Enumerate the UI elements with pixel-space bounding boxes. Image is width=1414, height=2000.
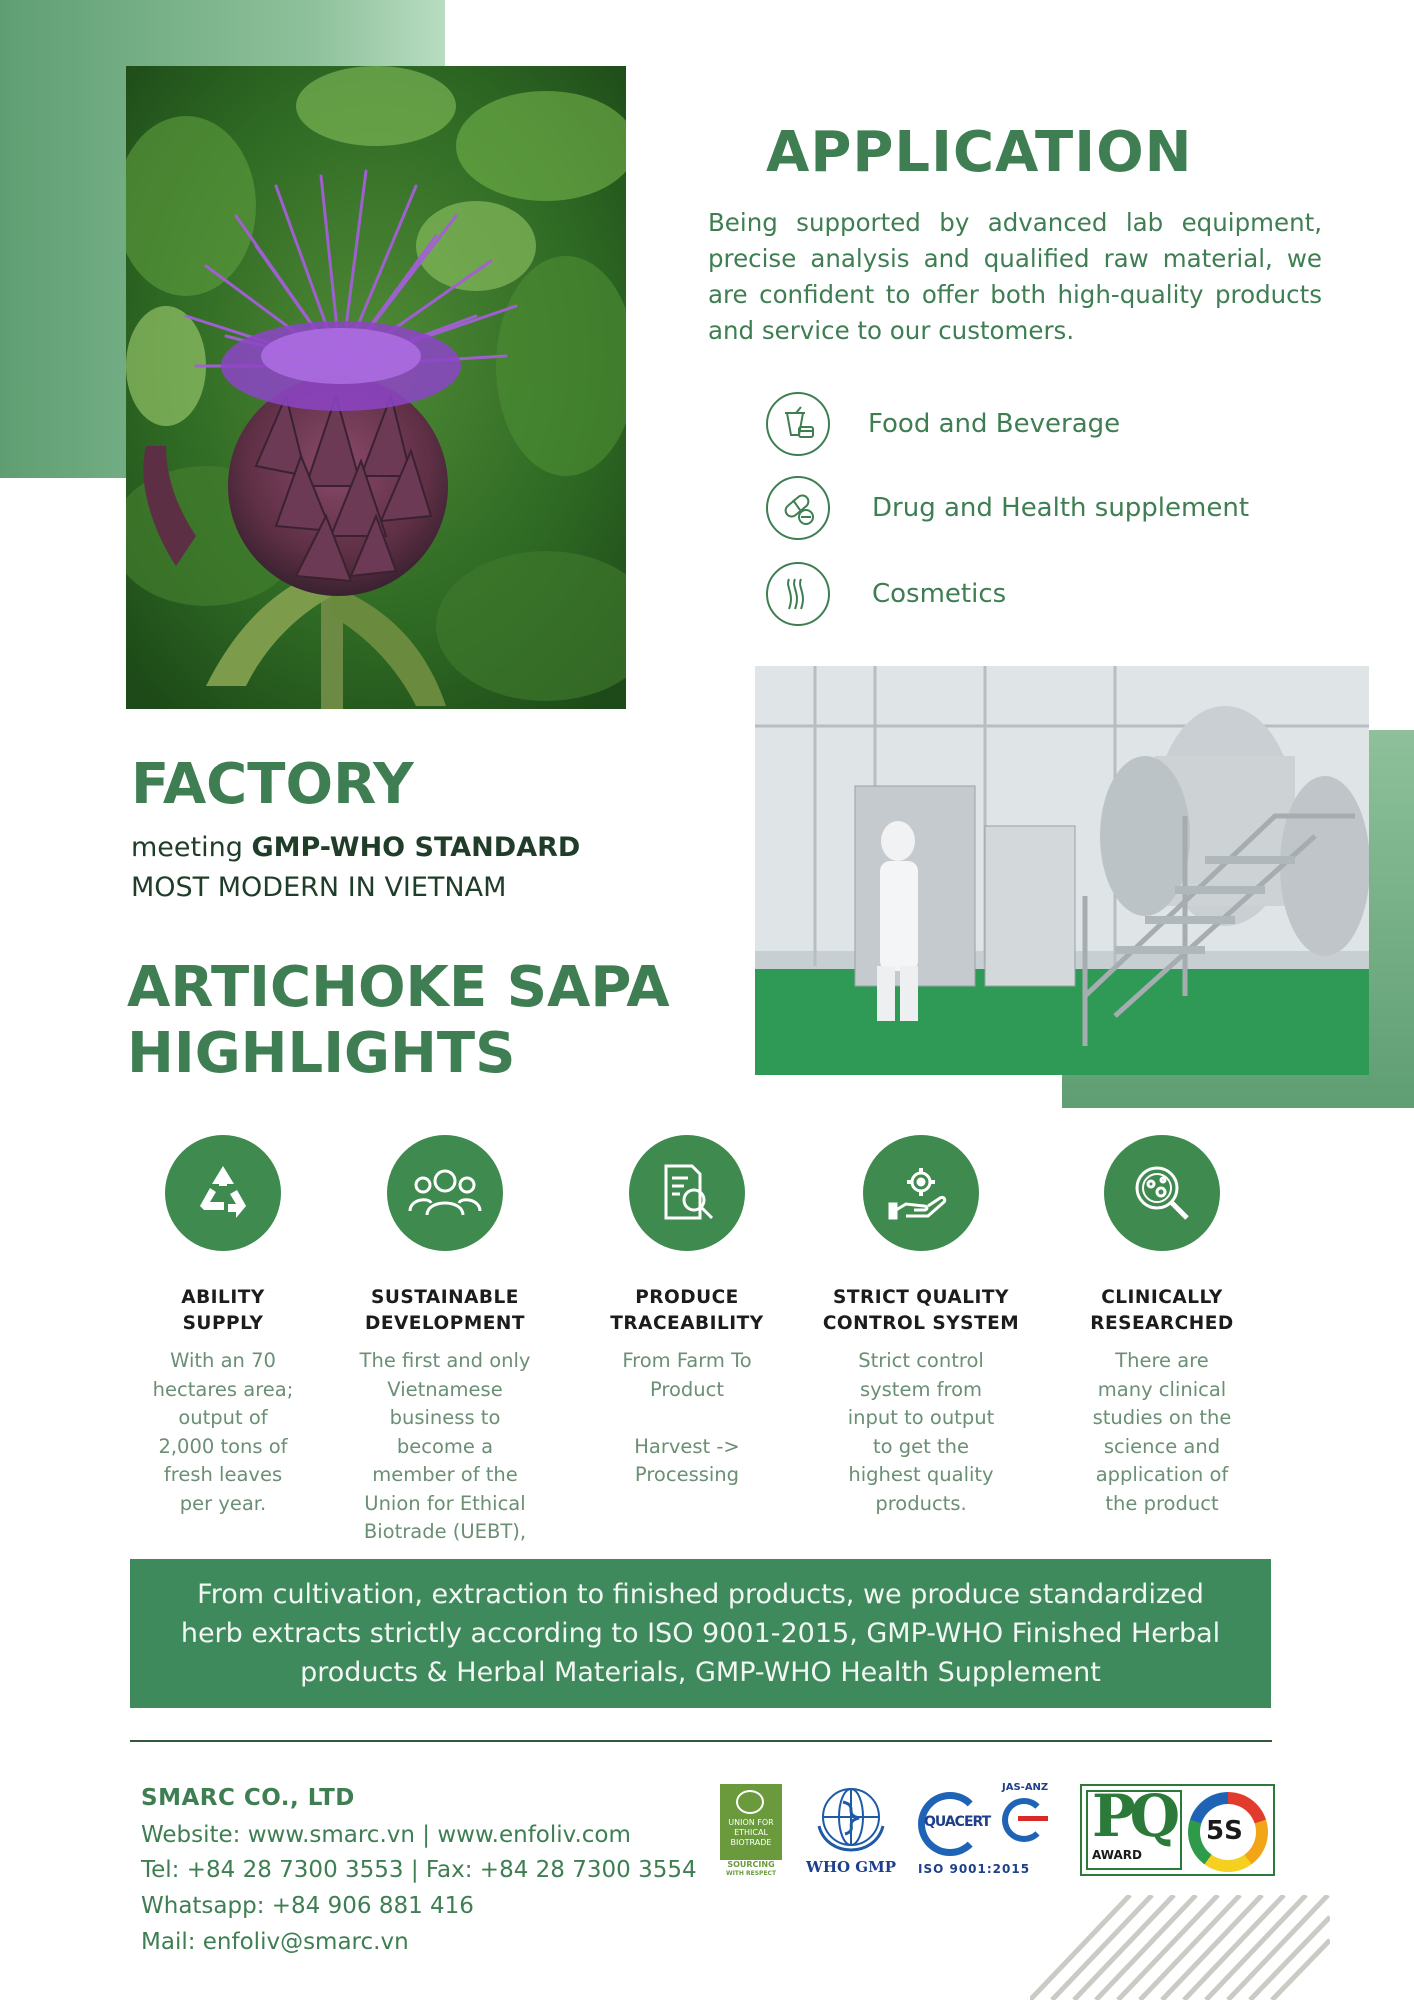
factory-interior-photo	[755, 666, 1369, 1075]
food-beverage-icon	[766, 392, 830, 456]
capsule-icon	[766, 476, 830, 540]
quacert-text: QUACERT	[924, 1814, 991, 1830]
microscope-search-icon	[1104, 1135, 1220, 1251]
highlights-title-line1: ARTICHOKE SAPA	[127, 955, 670, 1020]
feature-description: Strict control system from input to output to get the highest quality products.	[847, 1349, 995, 1515]
five-s-text: 5S	[1206, 1816, 1243, 1846]
application-item-label: Cosmetics	[872, 579, 1007, 609]
feature-description: The first and only Vietnamese business to become a member of the Union for Ethical Biotrade (UEBT),	[359, 1349, 531, 1543]
highlights-title	[127, 955, 670, 1087]
feature-title: ABILITY SUPPLY	[181, 1287, 265, 1334]
highlights-title-line2: HIGHLIGHTS	[127, 1021, 516, 1086]
banner-text: From cultivation, extraction to finished products, we produce standardized herb extracts strictly according to ISO 9001-2015, GMP-WHO Finished Herbal products & Herbal Materials, GMP-WHO Health Supplement	[180, 1579, 1221, 1688]
factory-standard-bold: GMP-WHO STANDARD	[251, 832, 581, 863]
factory-standard-line	[131, 832, 580, 863]
artichoke-flower-photo	[126, 66, 626, 709]
document-search-icon	[629, 1135, 745, 1251]
jas-anz-text: JAS-ANZ	[1002, 1782, 1049, 1793]
feature-ability-supply	[123, 1135, 323, 1518]
quacert-iso-logo	[918, 1782, 1058, 1882]
factory-title: FACTORY	[131, 752, 414, 817]
pq-5s-award-logo	[1080, 1784, 1275, 1876]
feature-clinically-researched	[1062, 1135, 1262, 1518]
uebt-line2: ETHICAL	[734, 1828, 768, 1837]
application-item-food-beverage	[766, 389, 1120, 459]
who-gmp-logo	[806, 1782, 896, 1882]
uebt-line3: BIOTRADE	[730, 1838, 772, 1847]
feature-title: STRICT QUALITY CONTROL SYSTEM	[822, 1287, 1020, 1334]
footer-divider	[130, 1740, 1272, 1742]
application-item-cosmetics	[766, 559, 1006, 629]
uebt-line1: UNION FOR	[728, 1818, 774, 1827]
feature-sustainable-development	[345, 1135, 545, 1547]
who-gmp-text: WHO GMP	[806, 1858, 896, 1876]
application-item-label: Drug and Health supplement	[872, 493, 1250, 523]
feature-title: SUSTAINABLE DEVELOPMENT	[364, 1287, 525, 1334]
factory-modern-line: MOST MODERN IN VIETNAM	[131, 872, 507, 903]
feature-title: CLINICALLY RESEARCHED	[1090, 1287, 1234, 1334]
feature-strict-quality-control	[821, 1135, 1021, 1518]
cosmetics-wave-icon	[766, 562, 830, 626]
feature-description: From Farm To Product Harvest -> Processing	[622, 1349, 752, 1486]
diagonal-stripes-decoration	[1030, 1895, 1330, 2000]
feature-title: PRODUCE TRACEABILITY	[610, 1287, 764, 1334]
uebt-line4: SOURCING	[727, 1860, 775, 1869]
tel-fax-line: Tel: +84 28 7300 3553 | Fax: +84 28 7300 3554	[141, 1857, 697, 1883]
people-group-icon	[387, 1135, 503, 1251]
factory-sub-prefix: meeting	[131, 832, 252, 863]
feature-description: With an 70 hectares area; output of 2,000 tons of fresh leaves per year.	[152, 1349, 294, 1515]
application-item-label: Food and Beverage	[868, 409, 1121, 439]
company-name: SMARC CO., LTD	[141, 1785, 355, 1811]
application-item-drug-health	[766, 473, 1249, 543]
hand-gear-icon	[863, 1135, 979, 1251]
website-line: Website: www.smarc.vn | www.enfoliv.com	[141, 1822, 631, 1848]
whatsapp-line: Whatsapp: +84 906 881 416	[141, 1893, 474, 1919]
iso-text: ISO 9001:2015	[918, 1862, 1031, 1876]
award-text: AWARD	[1092, 1848, 1142, 1862]
certification-logos	[720, 1782, 1275, 1882]
application-title: APPLICATION	[766, 120, 1193, 185]
pq-text: PQ	[1092, 1782, 1175, 1850]
application-description: Being supported by advanced lab equipment, precise analysis and qualified raw material, we are confident to offer both high-quality products and service to our customers.	[708, 208, 1322, 345]
feature-description: There are many clinical studies on the science and application of the product	[1092, 1349, 1232, 1515]
production-standards-banner	[130, 1559, 1271, 1708]
uebt-logo	[720, 1784, 782, 1880]
email-line: Mail: enfoliv@smarc.vn	[141, 1929, 409, 1955]
feature-produce-traceability	[587, 1135, 787, 1490]
recycle-icon	[165, 1135, 281, 1251]
uebt-line5: WITH RESPECT	[725, 1870, 777, 1877]
